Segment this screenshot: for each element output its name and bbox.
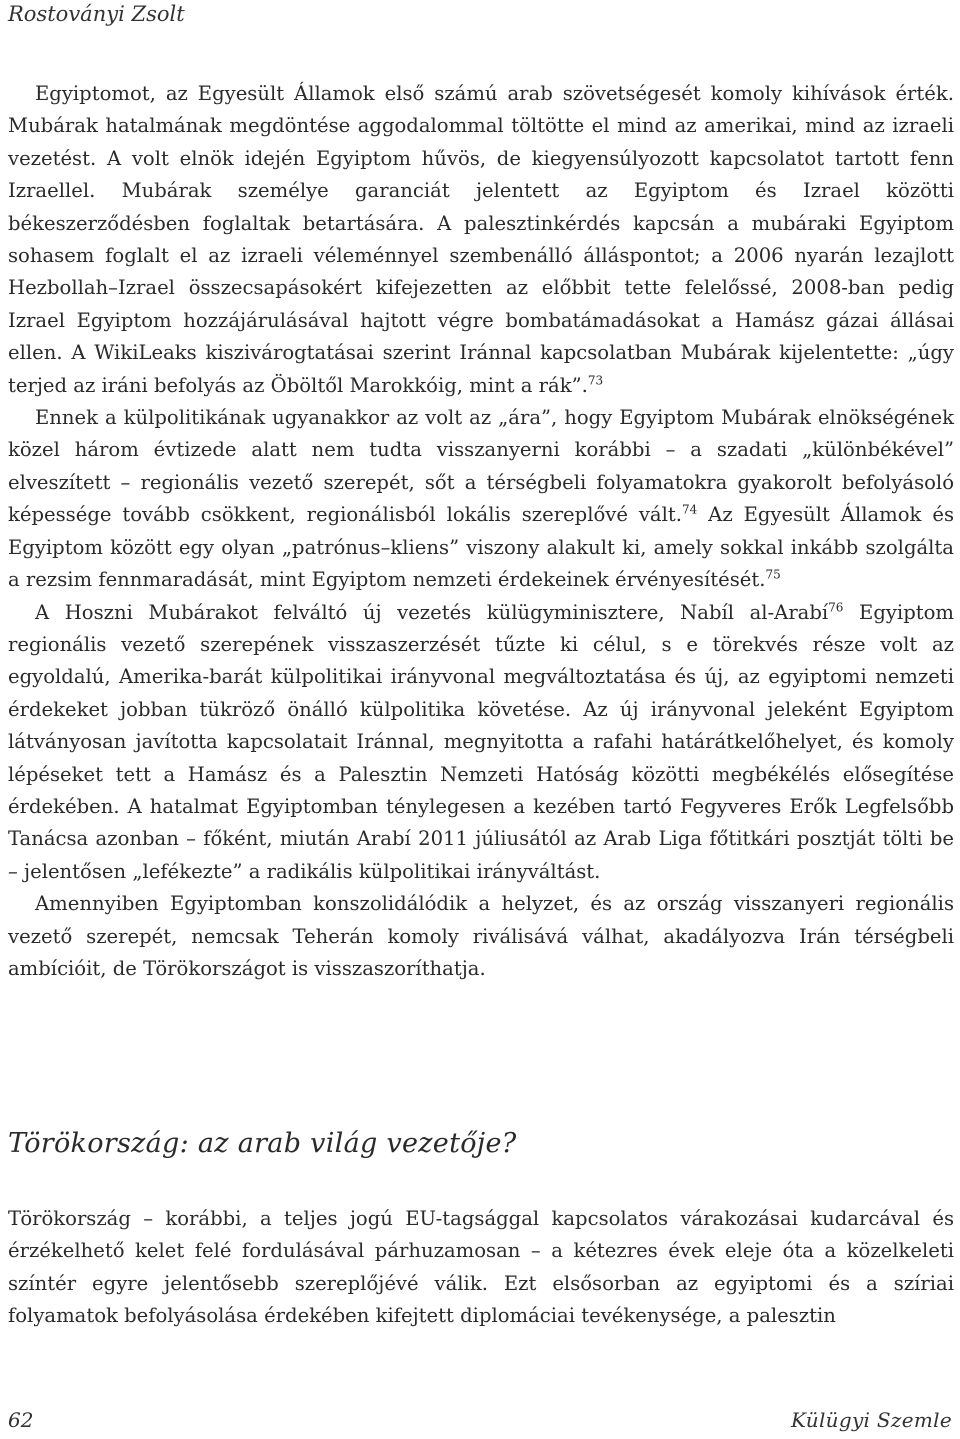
section-body	[8, 1203, 954, 1333]
paragraph-3	[8, 597, 954, 889]
footnote-ref-75: 75	[765, 567, 781, 582]
body-text	[8, 78, 954, 985]
paragraph-1	[8, 78, 954, 402]
paragraph-2	[8, 402, 954, 596]
paragraph-4-text: Amennyiben Egyiptomban konszolidálódik a helyzet, és az ország visszanyeri regionális vezető szerepét, nemcsak Teherán komoly riválisává válhat, akadályozva Irán térségbeli ambícióit, de Törökországot is visszaszoríthatja.	[8, 892, 954, 980]
paragraph-3-tail: Egyiptom regionális vezető szerepének visszaszerzését tűzte ki célul, s e törekvés része volt az egyoldalú, Amerika-barát külpolitikai irányvonal megváltoztatása és új, az egyiptomi nemzeti érdekeket jobban tükröző önálló külpolitika követése. Az új irányvonal jeleként Egyiptom látványosan javította kapcsolatait Iránnal, megnyitotta a rafahi határátkelőhelyet, és komoly lépéseket tett a Hamász és a Palesztin Nemzeti Hatóság közötti megbékélés elősegítése érdekében. A hatalmat Egyiptomban ténylegesen a kezében tartó Fegyveres Erők Legfelsőbb Tanácsa azonban – főként, miután Arabí 2011 júliusától az Arab Liga főtitkári posztját tölti be – jelentősen „lefékezte” a radikális külpolitikai irányváltást.	[8, 600, 954, 883]
paragraph-3-text: A Hoszni Mubárakot felváltó új vezetés külügyminisztere, Nabíl al-Arabí	[35, 600, 829, 624]
footnote-ref-73: 73	[587, 373, 604, 388]
paragraph-4	[8, 888, 954, 985]
journal-title: Külügyi Szemle	[791, 1408, 952, 1432]
footnote-ref-74: 74	[681, 502, 698, 517]
footnote-ref-76: 76	[828, 599, 844, 614]
paragraph-2-text: Ennek a külpolitikának ugyanakkor az volt az „ára”, hogy Egyiptom Mubárak elnökségének közel három évtizede alatt nem tudta visszanyerni korábbi – a szadati „különbékével” elveszített – regionális vezető szerepét, sőt a térségbeli folyamatokra gyakorolt befolyásoló képessége tovább csökkent, regionálisból lokális szereplővé vált.	[8, 406, 954, 527]
paragraph-2-tail: Az Egyesült Államok és Egyiptom között egy olyan „patrónus–kliens” viszony alakult ki, amely sokkal inkább szolgálta a rezsim fennmaradását, mint Egyiptom nemzeti érdekeinek érvényesítését.	[8, 503, 954, 592]
paragraph-1-text: Egyiptomot, az Egyesült Államok első számú arab szövetségesét komoly kihívások érték. Mubárak hatalmának megdöntése aggodalommal töltötte el mind az amerikai, mind az izraeli vezetést. A volt elnök idején Egyiptom hűvös, de kiegyensúlyozott kapcsolatot tartott fenn Izraellel. Mubárak személye garanciát jelentett az Egyiptom és Izrael közötti békeszerződésben foglaltak betartására. A palesztinkérdés kapcsán a mubáraki Egyiptom sohasem foglalt el az izraeli véleménnyel szembenálló álláspontot; a 2006 nyarán lezajlott Hezbollah–Izrael összecsapásokért kifejezetten az előbbit tette felelőssé, 2008-ban pedig Izrael Egyiptom hozzájárulásával hajtott végre bombatámadásokat a Hamász gázai állásai ellen. A WikiLeaks kiszivárogtatásai szerint Iránnal kapcsolatban Mubárak kijelentette: „úgy terjed az iráni befolyás az Öböltől Marokkóig, mint a rák”.	[8, 82, 954, 397]
section-heading: Törökország: az arab világ vezetője?	[8, 1128, 517, 1159]
page-number: 62	[8, 1408, 34, 1432]
section-paragraph: Törökország – korábbi, a teljes jogú EU-tagsággal kapcsolatos várakozásai kudarcával és érzékelhető kelet felé fordulásával párhuzamosan – a kétezres évek eleje óta a közelkeleti színtér egyre jelentősebb szereplőjévé válik. Ezt elsősorban az egyiptomi és a szíriai folyamatok befolyásolása érdekében kifejtett diplomáciai tevékenysége, a palesztin	[8, 1207, 954, 1328]
running-head-author: Rostoványi Zsolt	[8, 2, 185, 26]
